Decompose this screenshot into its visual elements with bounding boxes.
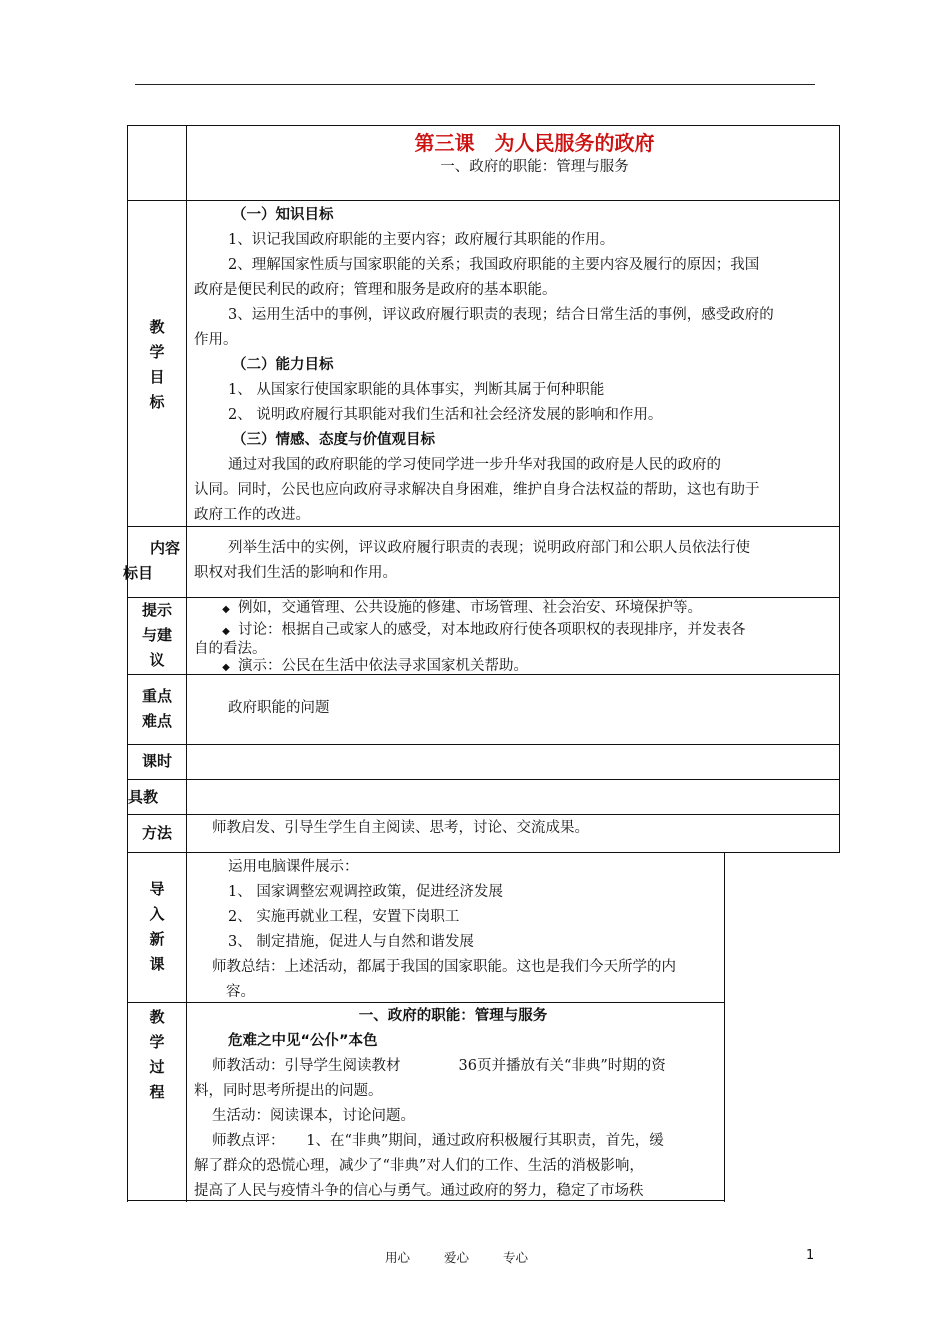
page-footer: 用心 爱心 专心: [385, 1250, 529, 1265]
knowledge-line: 3、运用生活中的事例，评议政府履行职责的表现；结合日常生活的事例，感受政府的: [228, 307, 774, 323]
table-column-divider: [186, 125, 187, 1202]
process-heading: 一、政府的职能：管理与服务: [358, 1008, 548, 1024]
lesson-subtitle: 一、政府的职能：管理与服务: [440, 159, 629, 175]
process-content: 一、政府的职能：管理与服务 危难之中见“公仆”本色 师教活动：引导学生阅读教材 36页并播放有关“非典”时期的资 料，同时思考所提出的问题。 生活动：阅读课本，讨论问题。 师教点评： 1、在“非典”期间，通过政府积极履行其职责，首先，缓 解了群众的恐慌心理，减少了“非典”对人们的工作、生活的消极影响， 提高了人民与疫情斗争的信心与勇气。通过政府的努力，稳定了市场秩: [188, 1004, 718, 1204]
table-bottom-partial: [724, 852, 840, 853]
content-goal-text: 列举生活中的实例，评议政府履行职责的表现；说明政府部门和公职人员依法行使 职权对我们生活的影响和作用。: [194, 540, 750, 581]
class-hours-row: [127, 744, 840, 779]
class-hours-label: 课时: [141, 752, 172, 770]
page-number: 1: [806, 1248, 815, 1263]
table-right-border-lower: [724, 852, 725, 1202]
knowledge-line: 政府是便民利民的政府；管理和服务是政府的基本职能。: [194, 282, 557, 298]
objectives-content: [188, 203, 833, 528]
method-text: 师教启发、引导生学生自主阅读、思考，讨论、交流成果。: [212, 820, 589, 836]
tips-label: 提示 与建 议: [141, 601, 172, 669]
title-row: [127, 125, 840, 200]
objectives-row: [127, 200, 840, 526]
process-subheading: 危难之中见“公仆”本色: [228, 1033, 378, 1049]
intro-label: 导 入 新 课: [149, 880, 165, 973]
tip-item: ◆ 例如，交通管理、公共设施的修建、市场管理、社会治安、环境保护等。: [188, 598, 833, 620]
header-rule: [135, 84, 815, 85]
diamond-bullet-icon: ◆: [222, 662, 230, 673]
knowledge-title: （一）知识目标: [232, 207, 334, 223]
diamond-bullet-icon: ◆: [222, 604, 230, 615]
emotion-line: 认同。同时，公民也应向政府寻求解决自身困难，维护自身合法权益的帮助，这也有助于: [194, 482, 760, 498]
knowledge-line: 2、理解国家性质与国家职能的关系；我国政府职能的主要内容及履行的原因；我国: [228, 257, 760, 273]
content-goal-label: 内容 标目: [123, 539, 180, 582]
ability-title: （二）能力目标: [232, 357, 334, 373]
key-points-row: [127, 674, 840, 744]
teaching-aids-label: 具教: [127, 788, 158, 806]
intro-row: [127, 852, 725, 1002]
key-points-text: 政府职能的问题: [228, 700, 330, 716]
process-label: 教 学 过 程: [149, 1008, 165, 1101]
tips-content: ◆ 例如，交通管理、公共设施的修建、市场管理、社会治安、环境保护等。 ◆ 讨论：根据自己或家人的感受，对本地政府行使各项职权的表现排序，并发表各 自的看法。 ◆ 演示：公民在生活中依法寻求国家机关帮助。: [188, 598, 833, 678]
ability-line: 2、 说明政府履行其职能对我们生活和社会经济发展的影响和作用。: [228, 407, 663, 423]
intro-content: 运用电脑课件展示： 1、 国家调整宏观调控政策，促进经济发展 2、 实施再就业工程，安置下岗职工 3、 制定措施，促进人与自然和谐发展 师教总结：上述活动，都属于我国的国家职能。这也是我们今天所学的内 容。: [212, 859, 676, 1000]
tips-row: [127, 597, 840, 674]
emotion-title: （三）情感、态度与价值观目标: [232, 432, 435, 448]
ability-line: 1、 从国家行使国家职能的具体事实，判断其属于何种职能: [228, 382, 605, 398]
table-right-border-upper: [839, 125, 840, 852]
emotion-line: 通过对我国的政府职能的学习使同学进一步升华对我国的政府是人民的政府的: [228, 457, 721, 473]
knowledge-line: 1、识记我国政府职能的主要内容；政府履行其职能的作用。: [228, 232, 615, 248]
process-row: [127, 1002, 725, 1201]
method-row: [127, 814, 840, 852]
tip-item: ◆ 演示：公民在生活中依法寻求国家机关帮助。: [188, 656, 833, 678]
diamond-bullet-icon: ◆: [222, 626, 230, 637]
knowledge-line: 作用。: [194, 332, 238, 348]
lesson-title: 第三课 为人民服务的政府: [414, 131, 655, 155]
emotion-line: 政府工作的改进。: [194, 507, 310, 523]
content-goal-row: [123, 526, 840, 597]
method-label: 方法: [141, 824, 172, 842]
objectives-label: 教 学 目 标: [149, 318, 165, 411]
tip-item: ◆ 讨论：根据自己或家人的感受，对本地政府行使各项职权的表现排序，并发表各: [188, 620, 833, 642]
teaching-aids-row: [127, 779, 840, 814]
key-points-label: 重点 难点: [141, 687, 172, 730]
table-left-border: [127, 125, 128, 1202]
